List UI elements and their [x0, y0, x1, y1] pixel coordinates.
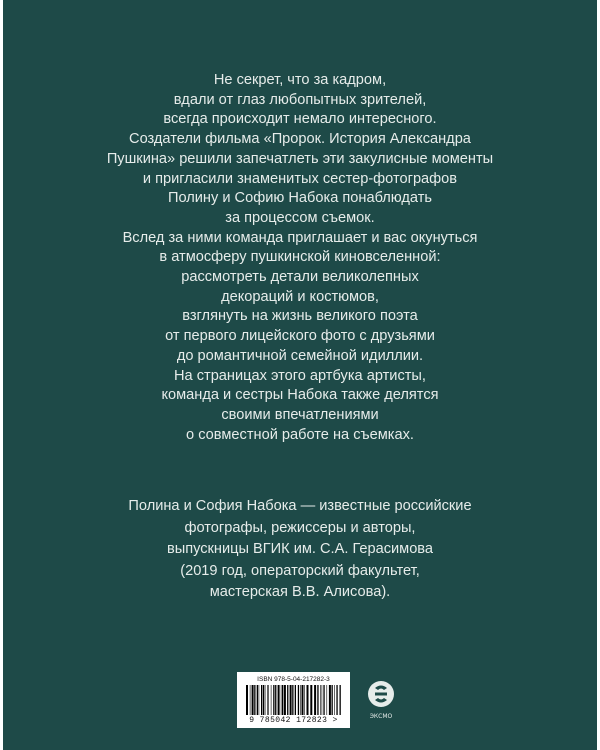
blurb-line: о совместной работе на съемках. — [186, 426, 414, 443]
bio-line: (2019 год, операторский факультет, — [180, 562, 420, 579]
barcode-icon — [246, 685, 342, 715]
blurb-line: Не секрет, что за кадром, — [213, 72, 387, 88]
blurb-line: вдали от глаз любопытных зрителей, — [173, 91, 427, 108]
barcode-bar — [317, 685, 318, 715]
barcode-bar — [246, 685, 248, 715]
barcode-bar — [268, 685, 269, 715]
barcode-bar — [282, 685, 283, 715]
barcode-bar — [298, 685, 299, 715]
blurb-line: команда и сестры Набока также делятся — [161, 387, 439, 404]
isbn-label: ISBN 978-5-04-217282-3 — [257, 676, 330, 683]
barcode-bar — [336, 685, 337, 715]
barcode-bar — [265, 685, 266, 715]
barcode-bar — [263, 685, 264, 715]
barcode-bar — [304, 685, 305, 715]
blurb-line: рассмотреть детали великолепных — [181, 269, 419, 286]
blurb-line: Создатели фильма «Пророк. История Александра — [129, 131, 471, 148]
blurb-line: всегда происходит немало интересного. — [163, 111, 437, 128]
barcode-bar — [322, 685, 323, 715]
publisher-logo — [361, 677, 401, 723]
blurb-line: от первого лицейского фото с друзьями — [165, 328, 435, 345]
barcode-bar — [252, 685, 254, 715]
blurb-line: за процессом съемок. — [225, 209, 375, 226]
blurb-line: до романтичной семейной идиллии. — [176, 347, 424, 364]
blurb-text — [3, 71, 597, 445]
barcode-bar — [287, 685, 288, 715]
barcode-bar — [267, 685, 268, 715]
barcode-bar — [310, 685, 312, 715]
barcode-bar — [292, 685, 293, 715]
blurb-line: На страницах этого артбука артисты, — [174, 367, 426, 384]
barcode-bar — [273, 685, 274, 715]
barcode-bar — [320, 685, 321, 715]
blurb-line: в атмосферу пушкинской киновселенной: — [159, 249, 441, 266]
bio-line: мастерская В.В. Алисова). — [209, 584, 391, 600]
barcode-bar — [271, 685, 272, 715]
book-back-cover — [3, 0, 597, 750]
barcode-bar — [329, 685, 331, 715]
barcode-bar — [302, 685, 304, 715]
barcode-bar — [284, 685, 286, 715]
bio-line: фотографы, режиссеры и авторы, — [184, 519, 416, 536]
barcode-number: 9 785042 172823 > — [249, 716, 338, 725]
blurb-line: Пушкина» решили запечатлеть эти закулисные моменты — [106, 150, 494, 167]
isbn-barcode-box — [237, 672, 350, 728]
barcode-bar — [281, 685, 282, 715]
barcode-bar — [300, 685, 301, 715]
blurb-line: декораций и костюмов, — [221, 288, 379, 305]
barcode-bar — [327, 685, 328, 715]
barcode-bar — [250, 685, 251, 715]
blurb-line: Полину и Софию Набока понаблюдать — [167, 190, 433, 207]
barcode-bar — [257, 685, 258, 715]
barcode-bar — [278, 685, 280, 715]
bio-line: Полина и София Набока — известные российские — [128, 498, 472, 514]
barcode-bar — [290, 685, 292, 715]
barcode-bar — [323, 685, 324, 715]
barcode-bar — [275, 685, 276, 715]
barcode-bar — [254, 685, 255, 715]
blurb-line: Вслед за ними команда приглашает и вас окунуться — [122, 229, 478, 246]
barcode-bar — [314, 685, 316, 715]
blurb-line: своими впечатлениями — [221, 406, 379, 423]
blurb-line: и пригласили знаменитых сестер-фотографов — [142, 170, 458, 187]
eksmo-logo-icon — [361, 677, 401, 713]
blurb-line: взглянуть на жизнь великого поэта — [182, 308, 418, 325]
authors-bio-text — [3, 496, 597, 604]
publisher-name: ЭКСМО — [369, 713, 393, 720]
barcode-bar — [259, 685, 260, 715]
barcode-bar — [307, 685, 309, 715]
barcode-bar — [334, 685, 335, 715]
barcode-bar — [261, 685, 262, 715]
barcode-bar — [340, 685, 341, 715]
barcode-bar — [295, 685, 296, 715]
barcode-bar — [332, 685, 333, 715]
bio-line: выпускницы ВГИК им. С.А. Герасимова — [166, 541, 434, 557]
